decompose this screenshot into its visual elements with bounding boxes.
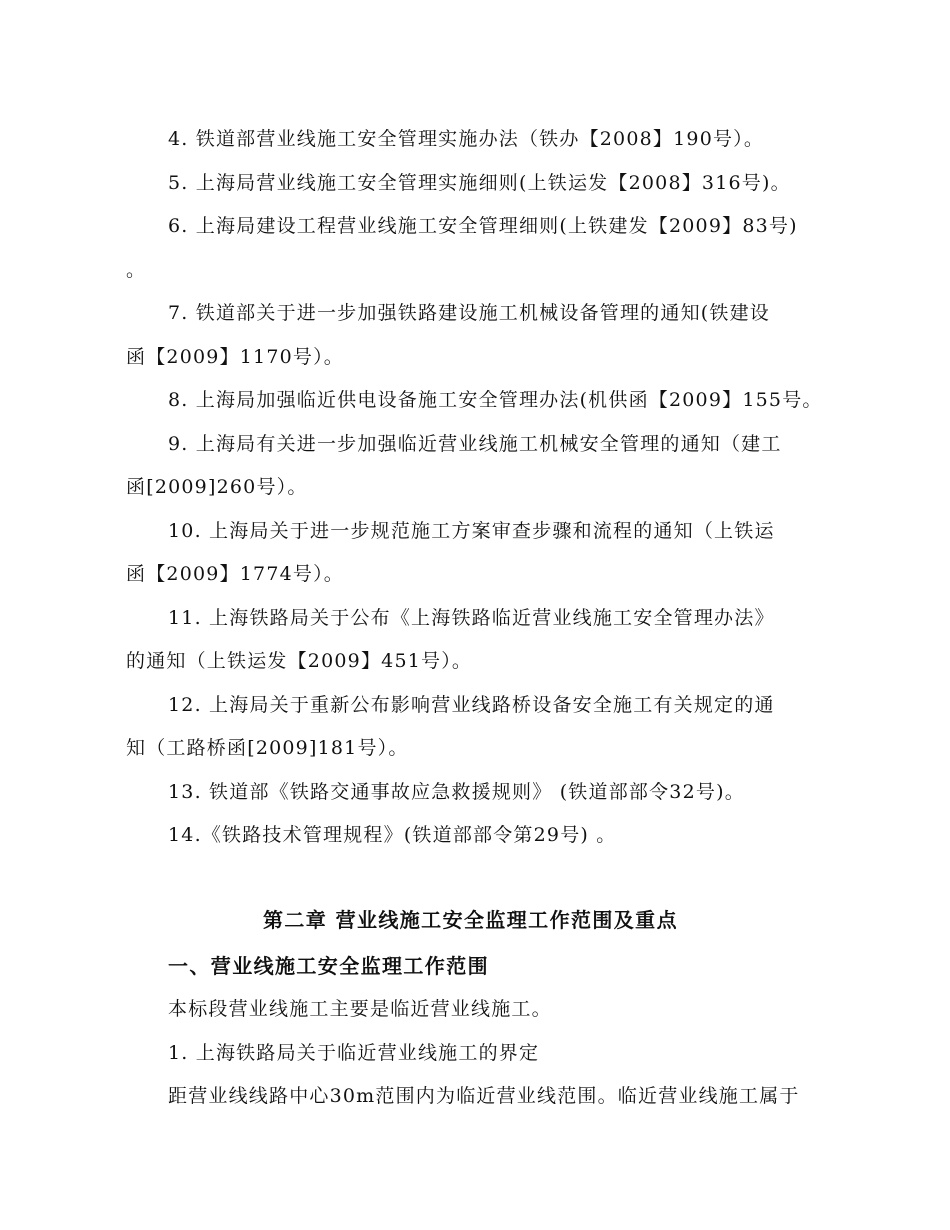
reference-item-9: 9. 上海局有关进一步加强临近营业线施工机械安全管理的通知（建工: [168, 433, 782, 455]
reference-item-13: 13. 铁道部《铁路交通事故应急救援规则》 (铁道部部令32号)。: [168, 781, 745, 803]
section-title: 一、营业线施工安全监理工作范围: [168, 954, 489, 978]
reference-item-9-continued: 函[2009]260号）。: [126, 476, 308, 498]
reference-item-11-continued: 的通知（上铁运发【2009】451号）。: [126, 650, 473, 672]
paragraph-scope-summary: 本标段营业线施工主要是临近营业线施工。: [168, 998, 552, 1020]
reference-item-11: 11. 上海铁路局关于公布《上海铁路临近营业线施工安全管理办法》: [168, 607, 775, 629]
reference-item-5: 5. 上海局营业线施工安全管理实施细则(上铁运发【2008】316号)。: [168, 172, 791, 194]
reference-item-12-continued: 知（工路桥函[2009]181号）。: [126, 737, 409, 759]
reference-item-6: 6. 上海局建设工程营业线施工安全管理细则(上铁建发【2009】83号): [168, 215, 798, 237]
paragraph-definition-text: 距营业线线路中心30m范围内为临近营业线范围。临近营业线施工属于: [168, 1085, 800, 1107]
reference-item-4: 4. 铁道部营业线施工安全管理实施办法（铁办【2008】190号）。: [168, 128, 765, 150]
chapter-title: 第二章 营业线施工安全监理工作范围及重点: [263, 908, 678, 932]
reference-item-6-continued: 。: [126, 259, 147, 281]
reference-item-8: 8. 上海局加强临近供电设备施工安全管理办法(机供函【2009】155号。: [168, 389, 823, 411]
paragraph-definition-heading: 1. 上海铁路局关于临近营业线施工的界定: [168, 1042, 540, 1064]
reference-item-10-continued: 函【2009】1774号）。: [126, 563, 345, 585]
reference-item-7-continued: 函【2009】1170号）。: [126, 346, 345, 368]
reference-item-10: 10. 上海局关于进一步规范施工方案审查步骤和流程的通知（上铁运: [168, 520, 775, 542]
reference-item-12: 12. 上海局关于重新公布影响营业线路桥设备安全施工有关规定的通: [168, 694, 775, 716]
reference-item-14: 14.《铁路技术管理规程》(铁道部部令第29号) 。: [168, 824, 617, 846]
reference-item-7: 7. 铁道部关于进一步加强铁路建设施工机械设备管理的通知(铁建设: [168, 302, 770, 324]
